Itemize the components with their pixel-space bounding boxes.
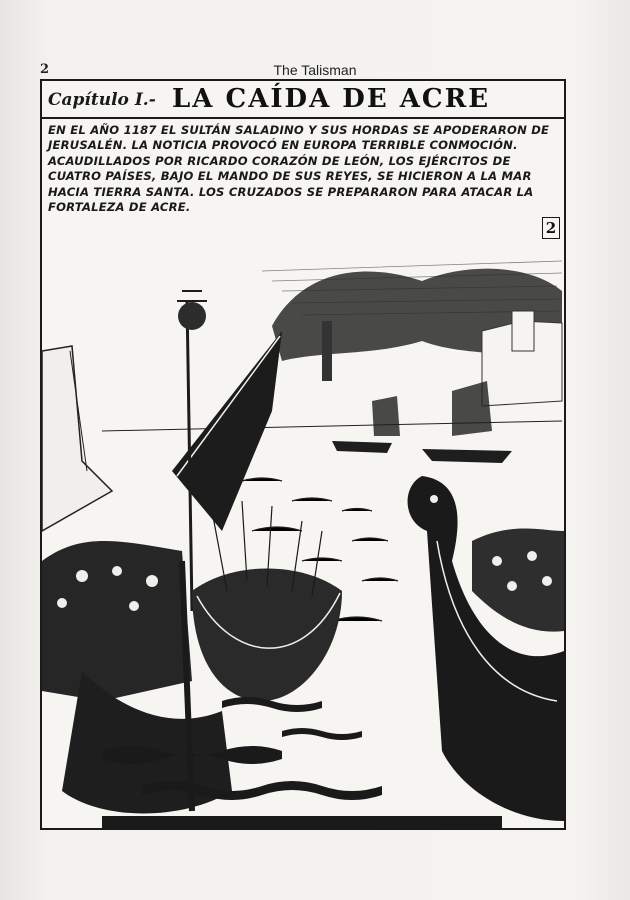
page-number: 2 bbox=[40, 62, 50, 77]
running-title: The Talisman bbox=[273, 62, 357, 78]
chapter-title: LA CAÍDA DE ACRE bbox=[172, 84, 491, 114]
chapter-header bbox=[42, 81, 564, 119]
narration-text: EN EL AÑO 1187 EL SULTÁN SALADINO Y SUS HORDAS SE APODERARON DE JERUSALÉN. LA NOTICIA PROVOCÓ EN EUROPA TERRIBLE CONMOCIÓN. ACAUDILLADOS POR RICARDO CORAZÓN DE LEÓN, LOS EJÉRCITOS DE CUATRO PAÍSES, BAJO EL MANDO DE SUS REYES, SE HICIERON A LA MAR HACIA TIERRA SANTA. LOS CRUZADOS SE PREPARARON PARA ATACAR LA FORTALEZA DE ACRE. bbox=[48, 123, 550, 215]
panel-number: 2 bbox=[542, 217, 560, 239]
siege-of-acre-illustration bbox=[42, 231, 564, 828]
chapter-label: Capítulo I.- bbox=[48, 90, 156, 110]
comic-panel bbox=[40, 79, 566, 830]
